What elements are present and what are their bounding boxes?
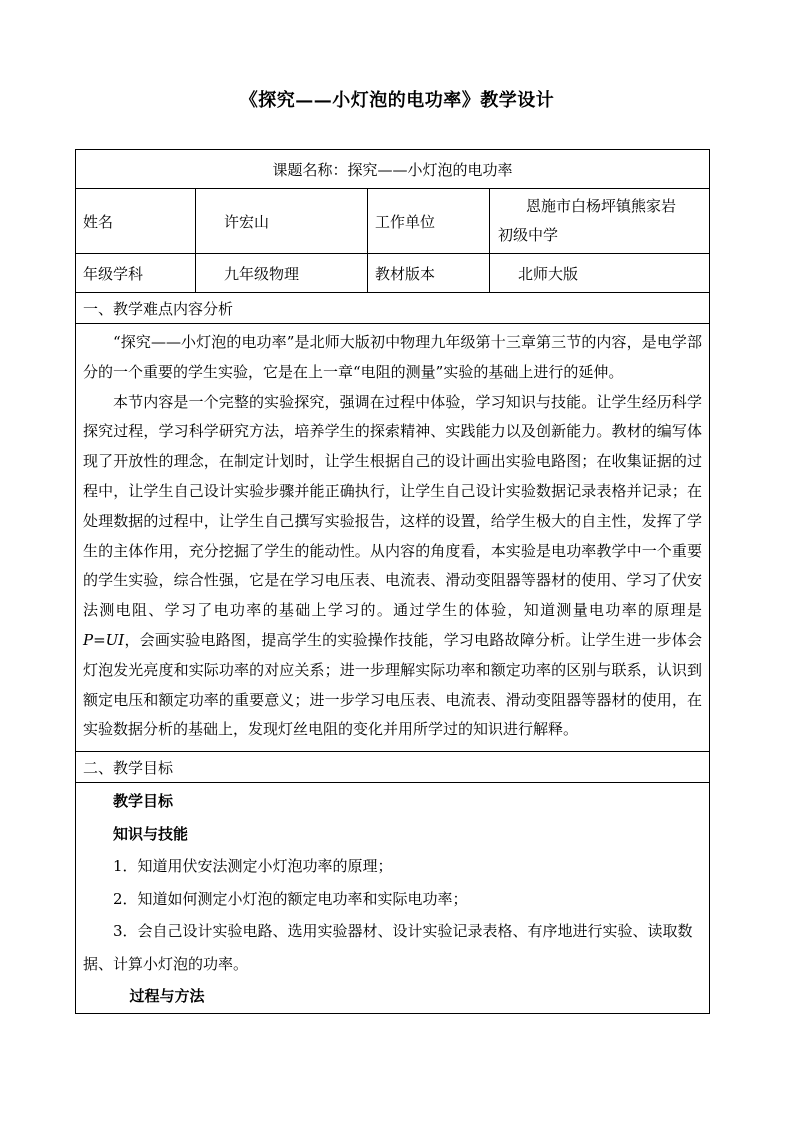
name-row bbox=[76, 189, 710, 254]
unit-value-line1: 恩施市白杨坪镇熊家岩 bbox=[526, 197, 677, 215]
goal-item-3: 3．会自己设计实验电路、选用实验器材、设计实验记录表格、有序地进行实验、读取数据、计算小灯泡的功率。 bbox=[83, 922, 693, 973]
unit-label: 工作单位 bbox=[368, 189, 490, 254]
section1-body bbox=[76, 324, 710, 752]
topic-cell: 课题名称：探究——小灯泡的电功率 bbox=[76, 150, 710, 189]
lesson-plan-table bbox=[75, 149, 710, 1014]
section1-body-row bbox=[76, 324, 710, 752]
section2-heading: 二、教学目标 bbox=[76, 752, 710, 783]
textbook-value: 北师大版 bbox=[490, 254, 710, 293]
name-value: 许宏山 bbox=[196, 189, 368, 254]
textbook-label: 教材版本 bbox=[368, 254, 490, 293]
section1-heading: 一、教学难点内容分析 bbox=[76, 293, 710, 324]
process-method-title: 过程与方法 bbox=[129, 987, 205, 1006]
goals-title: 教学目标 bbox=[113, 792, 174, 811]
grade-label: 年级学科 bbox=[76, 254, 196, 293]
power-formula: P=UI bbox=[83, 630, 125, 649]
knowledge-skills-title: 知识与技能 bbox=[113, 824, 189, 843]
unit-value-line2: 初级中学 bbox=[498, 226, 559, 244]
analysis-paragraph-2-part-b: ，会画实验电路图，提高学生的实验操作技能，学习电路故障分析。让学生进一步体会灯泡发光亮度和实际功率的对应关系；进一步理解实际功率和额定功率的区别与联系，认识到额定电压和额定功率的重要意义；进一步学习电压表、电流表、滑动变阻器等器材的使用，在实验数据分析的基础上，发现灯丝电阻的变化并用所学过的知识进行解释。 bbox=[83, 630, 703, 739]
analysis-paragraph-1: “探究——小灯泡的电功率”是北师大版初中物理九年级第十三章第三节的内容，是电学部分的一个重要的学生实验，它是在上一章“电阻的测量”实验的基础上进行的延伸。 bbox=[83, 333, 703, 381]
grade-value: 九年级物理 bbox=[196, 254, 368, 293]
section2-heading-row bbox=[76, 752, 710, 783]
goal-item-2: 2．知道如何测定小灯泡的额定电功率和实际电功率； bbox=[113, 889, 468, 908]
analysis-paragraph-2-part-a: 本节内容是一个完整的实验探究，强调在过程中体验，学习知识与技能。让学生经历科学探究过程，学习科学研究方法，培养学生的探索精神、实践能力以及创新能力。教材的编写体现了开放性的理念，在制定计划时，让学生根据自己的设计画出实验电路图；在收集证据的过程中，让学生自己设计实验步骤并能正确执行，让学生自己设计实验数据记录表格并记录；在处理数据的过程中，让学生自己撰写实验报告，这样的设置，给学生极大的自主性，发挥了学生的主体作用，充分挖掘了学生的能动性。从内容的角度看，本实验是电功率教学中一个重要的学生实验，综合性强，它是在学习电压表、电流表、滑动变阻器等器材的使用、学习了伏安法测电阻、学习了电功率的基础上学习的。通过学生的体验，知道测量电功率的原理是 bbox=[83, 392, 703, 620]
topic-row bbox=[76, 150, 710, 189]
name-label: 姓名 bbox=[76, 189, 196, 254]
goal-item-1: 1．知道用伏安法测定小灯泡功率的原理； bbox=[113, 857, 393, 876]
section2-body-row bbox=[76, 783, 710, 1014]
grade-row bbox=[76, 254, 710, 293]
document-title: 《探究——小灯泡的电功率》教学设计 bbox=[239, 90, 555, 111]
section1-heading-row bbox=[76, 293, 710, 324]
section2-body bbox=[76, 783, 710, 1014]
analysis-paragraph-2 bbox=[83, 388, 702, 746]
unit-value bbox=[490, 189, 710, 254]
